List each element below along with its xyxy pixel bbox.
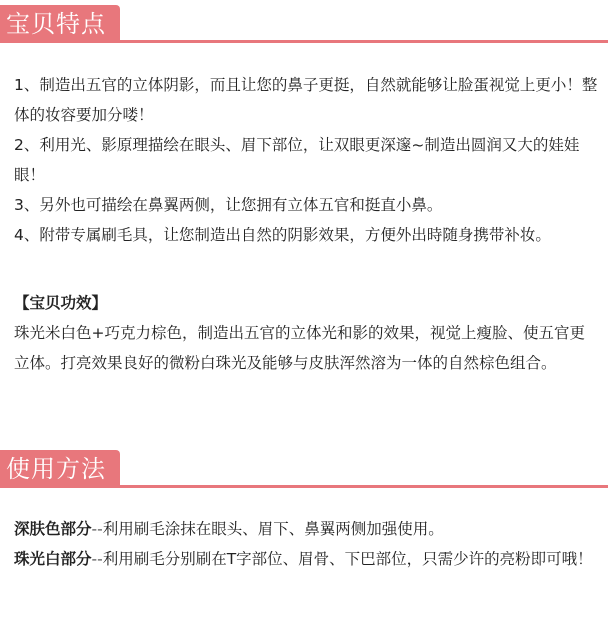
features-divider <box>0 40 608 43</box>
feature-item-2: 2、利用光、影原理描绘在眼头、眉下部位，让双眼更深邃~制造出圆润又大的娃娃眼！ <box>14 136 580 184</box>
usage-description: 利用刷毛涂抹在眼头、眉下、鼻翼两侧加强使用。 <box>102 520 444 538</box>
effect-body: 珠光米白色+巧克力棕色，制造出五官的立体光和影的效果，视觉上瘦脸、使五官更立体。打亮效果良好的微粉白珠光及能够与皮肤浑然溶为一体的自然棕色组合。 <box>14 324 585 372</box>
usage-item-highlight <box>14 544 598 574</box>
usage-section-title: 使用方法 <box>0 450 120 488</box>
features-section-header <box>0 5 608 43</box>
usage-section-header <box>0 450 608 488</box>
feature-item-3: 3、另外也可描绘在鼻翼两侧，让您拥有立体五官和挺直小鼻。 <box>14 196 443 214</box>
usage-item-dark <box>14 514 598 544</box>
features-section-title: 宝贝特点 <box>0 5 120 43</box>
feature-item-1: 1、制造出五官的立体阴影，而且让您的鼻子更挺，自然就能够让脸蛋视觉上更小！整体的妆容要加分喽！ <box>14 76 598 124</box>
usage-description: 利用刷毛分别刷在T字部位、眉骨、下巴部位，只需少许的亮粉即可哦！ <box>102 550 593 568</box>
feature-list <box>14 70 598 250</box>
effect-title: 【宝贝功效】 <box>14 294 108 312</box>
usage-divider <box>0 485 608 488</box>
effect-block <box>14 288 598 378</box>
usage-separator: -- <box>91 520 103 538</box>
usage-block <box>14 514 598 574</box>
feature-item-4: 4、附带专属刷毛具，让您制造出自然的阴影效果，方便外出時随身携带补妆。 <box>14 226 551 244</box>
usage-term: 深肤色部分 <box>14 520 92 538</box>
usage-term: 珠光白部分 <box>14 550 92 568</box>
usage-separator: -- <box>91 550 103 568</box>
